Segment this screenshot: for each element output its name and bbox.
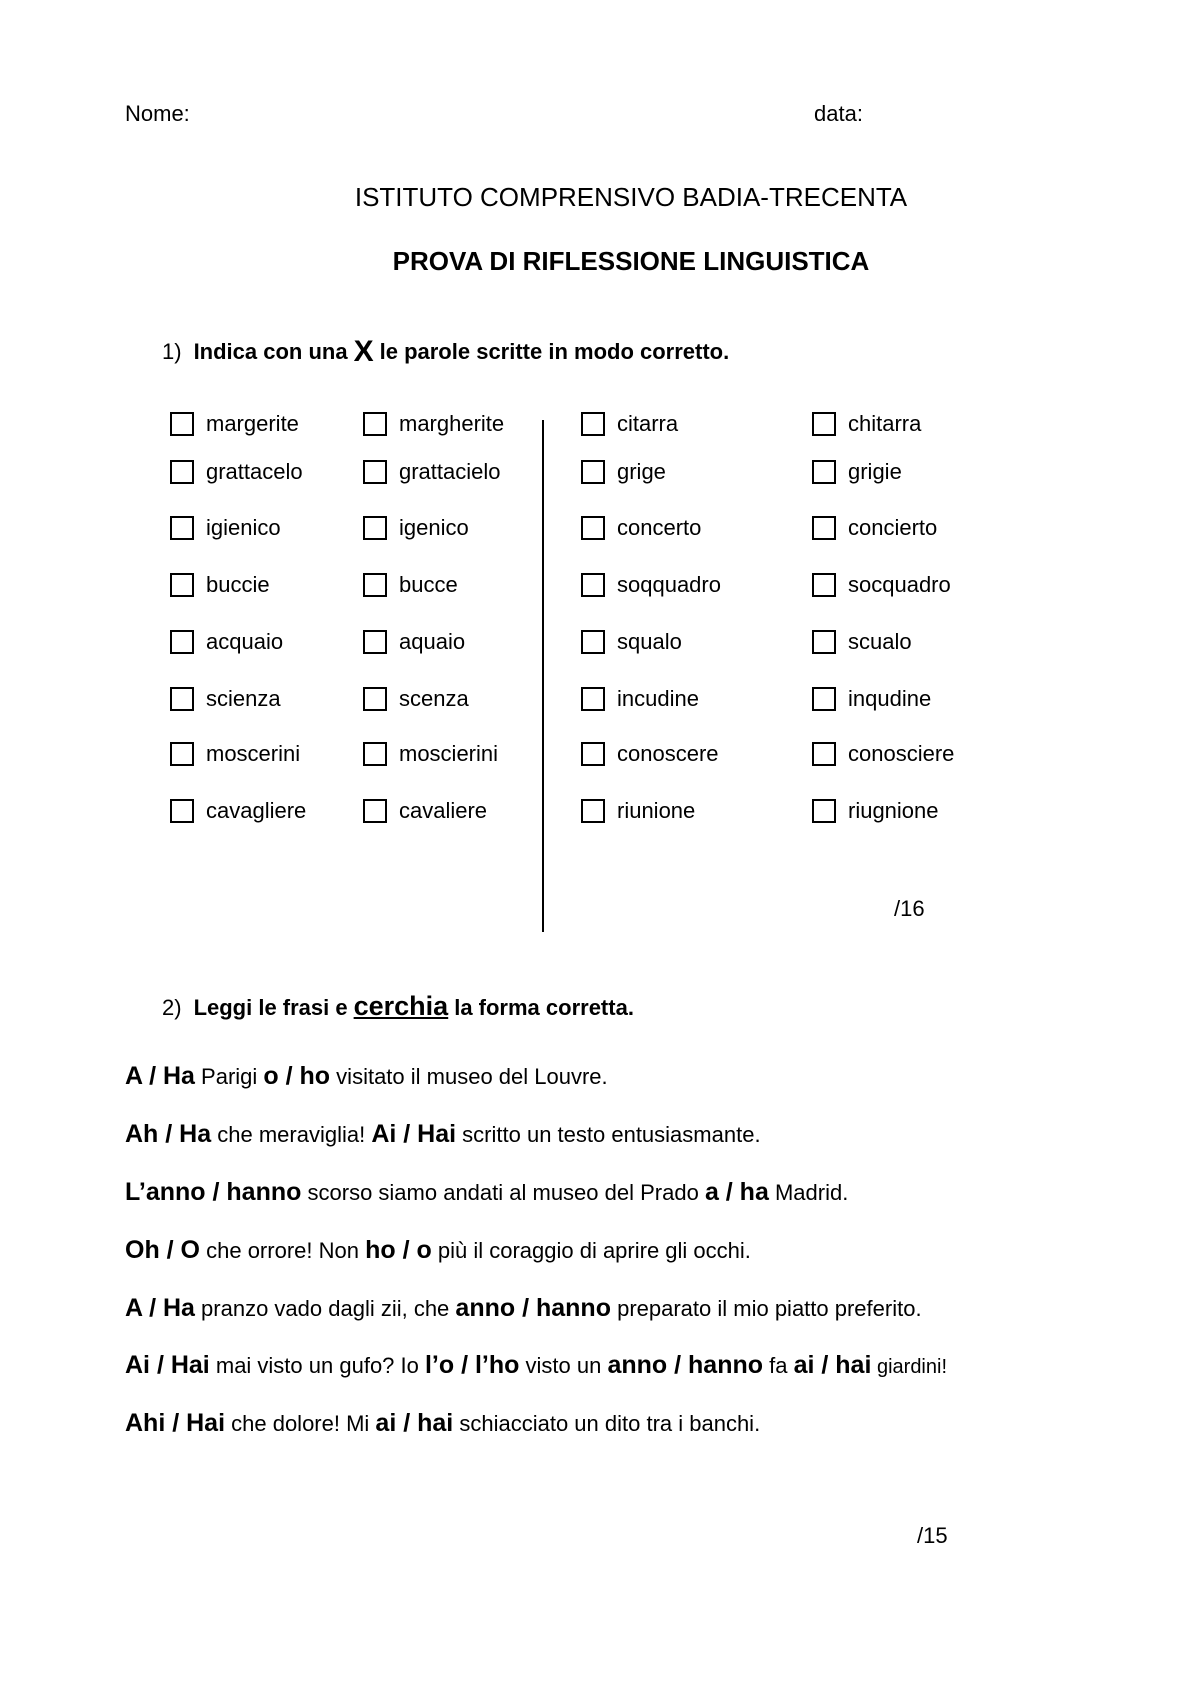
word-label: conoscere: [617, 741, 719, 766]
sentence-text: più il coraggio di aprire gli occhi.: [431, 1238, 751, 1263]
word-option: [812, 409, 921, 439]
checkbox[interactable]: [170, 742, 194, 766]
word-option: [812, 457, 902, 487]
word-label: acquaio: [206, 629, 284, 654]
word-label: riugnione: [848, 798, 939, 823]
checkbox[interactable]: [581, 799, 605, 823]
sentence-text: che orrore! Non: [200, 1238, 366, 1263]
choice-option[interactable]: L’anno / hanno: [125, 1178, 302, 1206]
checkbox[interactable]: [363, 630, 387, 654]
checkbox[interactable]: [812, 799, 836, 823]
word-label: socquadro: [848, 572, 951, 597]
checkbox[interactable]: [170, 573, 194, 597]
question-2-underlined-word: cerchia: [353, 991, 449, 1021]
word-option: [363, 684, 469, 714]
checkbox[interactable]: [812, 742, 836, 766]
checkbox[interactable]: [170, 412, 194, 436]
word-option: [812, 627, 912, 657]
question-1-big-x: X: [353, 335, 374, 368]
word-option: [812, 684, 931, 714]
checkbox[interactable]: [170, 687, 194, 711]
sentence-text: scritto un testo entusiasmante.: [456, 1122, 761, 1147]
word-option: [170, 627, 283, 657]
school-title: ISTITUTO COMPRENSIVO BADIA-TRECENTA: [354, 182, 908, 212]
sentence-text: preparato il mio piatto preferito.: [610, 1296, 922, 1321]
choice-option[interactable]: Ai / Hai: [371, 1120, 457, 1148]
sentence-text: scorso siamo andati al museo del Prado: [301, 1180, 705, 1205]
word-option: [363, 513, 469, 543]
checkbox[interactable]: [812, 630, 836, 654]
question-1-number: 1): [162, 339, 182, 364]
word-label: grige: [617, 459, 666, 484]
checkbox[interactable]: [363, 460, 387, 484]
sentence-text: che meraviglia!: [211, 1122, 372, 1147]
word-option: [581, 409, 678, 439]
sentence: [125, 1349, 947, 1383]
word-label: squalo: [617, 629, 682, 654]
word-label: igienico: [206, 515, 281, 540]
word-label: scienza: [206, 686, 281, 711]
word-label: grattacielo: [399, 459, 501, 484]
word-option: [170, 409, 299, 439]
choice-option[interactable]: Ahi / Hai: [125, 1409, 226, 1437]
word-option: [363, 409, 504, 439]
checkbox[interactable]: [363, 687, 387, 711]
word-label: inqudine: [848, 686, 932, 711]
question-1-text-after: le parole scritte in modo corretto.: [379, 339, 730, 364]
nome-label: Nome:: [125, 101, 190, 126]
word-label: bucce: [399, 572, 458, 597]
word-label: citarra: [617, 411, 679, 436]
word-option: [170, 513, 281, 543]
checkbox[interactable]: [812, 460, 836, 484]
word-label: scualo: [848, 629, 912, 654]
word-option: [812, 513, 937, 543]
choice-option[interactable]: Oh / O: [125, 1236, 200, 1264]
checkbox[interactable]: [363, 799, 387, 823]
sentence: [125, 1118, 761, 1151]
choice-option[interactable]: Ah / Ha: [125, 1120, 212, 1148]
checkbox[interactable]: [581, 460, 605, 484]
word-label: concerto: [617, 515, 702, 540]
sentence: [125, 1060, 608, 1093]
checkbox[interactable]: [363, 412, 387, 436]
word-label: conosciere: [848, 741, 955, 766]
checkbox[interactable]: [812, 573, 836, 597]
sentence-text: che dolore! Mi: [225, 1411, 376, 1436]
word-option: [812, 570, 951, 600]
sentence-text: giardini!: [871, 1356, 948, 1378]
checkbox[interactable]: [363, 516, 387, 540]
word-label: igenico: [399, 515, 469, 540]
word-label: grigie: [848, 459, 902, 484]
sentence: [125, 1292, 922, 1325]
checkbox[interactable]: [812, 412, 836, 436]
checkbox[interactable]: [581, 630, 605, 654]
word-label: moscerini: [206, 741, 301, 766]
word-option: [581, 796, 695, 826]
word-option: [812, 739, 954, 769]
word-option: [170, 570, 270, 600]
question-2-score: /15: [917, 1523, 948, 1548]
word-option: [581, 570, 721, 600]
test-title: PROVA DI RIFLESSIONE LINGUISTICA: [392, 246, 870, 276]
checkbox[interactable]: [812, 516, 836, 540]
choice-option[interactable]: Ai / Hai: [125, 1351, 210, 1379]
word-option: [363, 570, 458, 600]
column-divider: [542, 420, 544, 932]
sentence-text: Parigi: [194, 1064, 264, 1089]
word-label: concierto: [848, 515, 938, 540]
question-2-heading: [162, 991, 634, 1022]
sentence-text: pranzo vado dagli zii, che: [194, 1296, 456, 1321]
sentence-text: visto un: [519, 1353, 608, 1378]
checkbox[interactable]: [363, 742, 387, 766]
checkbox[interactable]: [581, 687, 605, 711]
question-1-text-before: Indica con una: [193, 339, 348, 364]
choice-option[interactable]: l’o / l’ho: [424, 1351, 520, 1379]
word-option: [363, 739, 498, 769]
choice-option[interactable]: a / ha: [704, 1178, 769, 1206]
word-option: [363, 457, 501, 487]
checkbox[interactable]: [170, 460, 194, 484]
checkbox[interactable]: [170, 630, 194, 654]
sentence-text: visitato il museo del Louvre.: [330, 1064, 608, 1089]
checkbox[interactable]: [170, 516, 194, 540]
word-option: [170, 796, 306, 826]
checkbox[interactable]: [812, 687, 836, 711]
word-label: incudine: [617, 686, 699, 711]
sentence: [125, 1407, 760, 1440]
choice-option[interactable]: anno / hanno: [455, 1294, 611, 1322]
word-label: grattacelo: [206, 459, 303, 484]
sentence-text: Madrid.: [768, 1180, 849, 1205]
word-label: margerite: [206, 411, 299, 436]
word-option: [581, 627, 682, 657]
sentence-text: schiacciato un dito tra i banchi.: [453, 1411, 761, 1436]
checkbox[interactable]: [581, 516, 605, 540]
sentence: [125, 1234, 751, 1267]
sentence-text: fa: [763, 1353, 794, 1378]
word-label: margherite: [399, 411, 505, 436]
question-2-number: 2): [162, 995, 182, 1020]
sentence: [125, 1176, 848, 1209]
word-option: [581, 457, 666, 487]
question-1-score: /16: [894, 896, 925, 921]
sentence-text: mai visto un gufo? Io: [209, 1353, 425, 1378]
choice-option[interactable]: A / Ha: [125, 1294, 195, 1322]
word-label: buccie: [206, 572, 270, 597]
choice-option[interactable]: ho / o: [365, 1236, 432, 1264]
word-option: [581, 513, 701, 543]
word-label: soqquadro: [617, 572, 721, 597]
checkbox[interactable]: [363, 573, 387, 597]
word-option: [363, 796, 487, 826]
checkbox[interactable]: [170, 799, 194, 823]
word-option: [170, 457, 303, 487]
checkbox[interactable]: [581, 573, 605, 597]
word-label: cavagliere: [206, 798, 307, 823]
checkbox[interactable]: [581, 742, 605, 766]
choice-option[interactable]: A / Ha: [125, 1062, 195, 1090]
word-option: [363, 627, 465, 657]
choice-option[interactable]: ai / hai: [793, 1351, 872, 1379]
word-label: chitarra: [848, 411, 922, 436]
word-label: aquaio: [399, 629, 466, 654]
word-option: [170, 739, 300, 769]
word-option: [812, 796, 939, 826]
data-label: data:: [814, 101, 863, 126]
word-option: [581, 684, 699, 714]
word-option: [581, 739, 719, 769]
question-2-text-after: la forma corretta.: [454, 995, 634, 1020]
choice-option[interactable]: ai / hai: [375, 1409, 454, 1437]
question-1-heading: [162, 333, 729, 367]
word-label: moscierini: [399, 741, 499, 766]
checkbox[interactable]: [581, 412, 605, 436]
choice-option[interactable]: anno / hanno: [607, 1351, 764, 1379]
word-label: scenza: [399, 686, 469, 711]
question-2-text-before: Leggi le frasi e: [193, 995, 348, 1020]
word-option: [170, 684, 281, 714]
choice-option[interactable]: o / ho: [263, 1062, 331, 1090]
word-label: riunione: [617, 798, 696, 823]
word-label: cavaliere: [399, 798, 488, 823]
